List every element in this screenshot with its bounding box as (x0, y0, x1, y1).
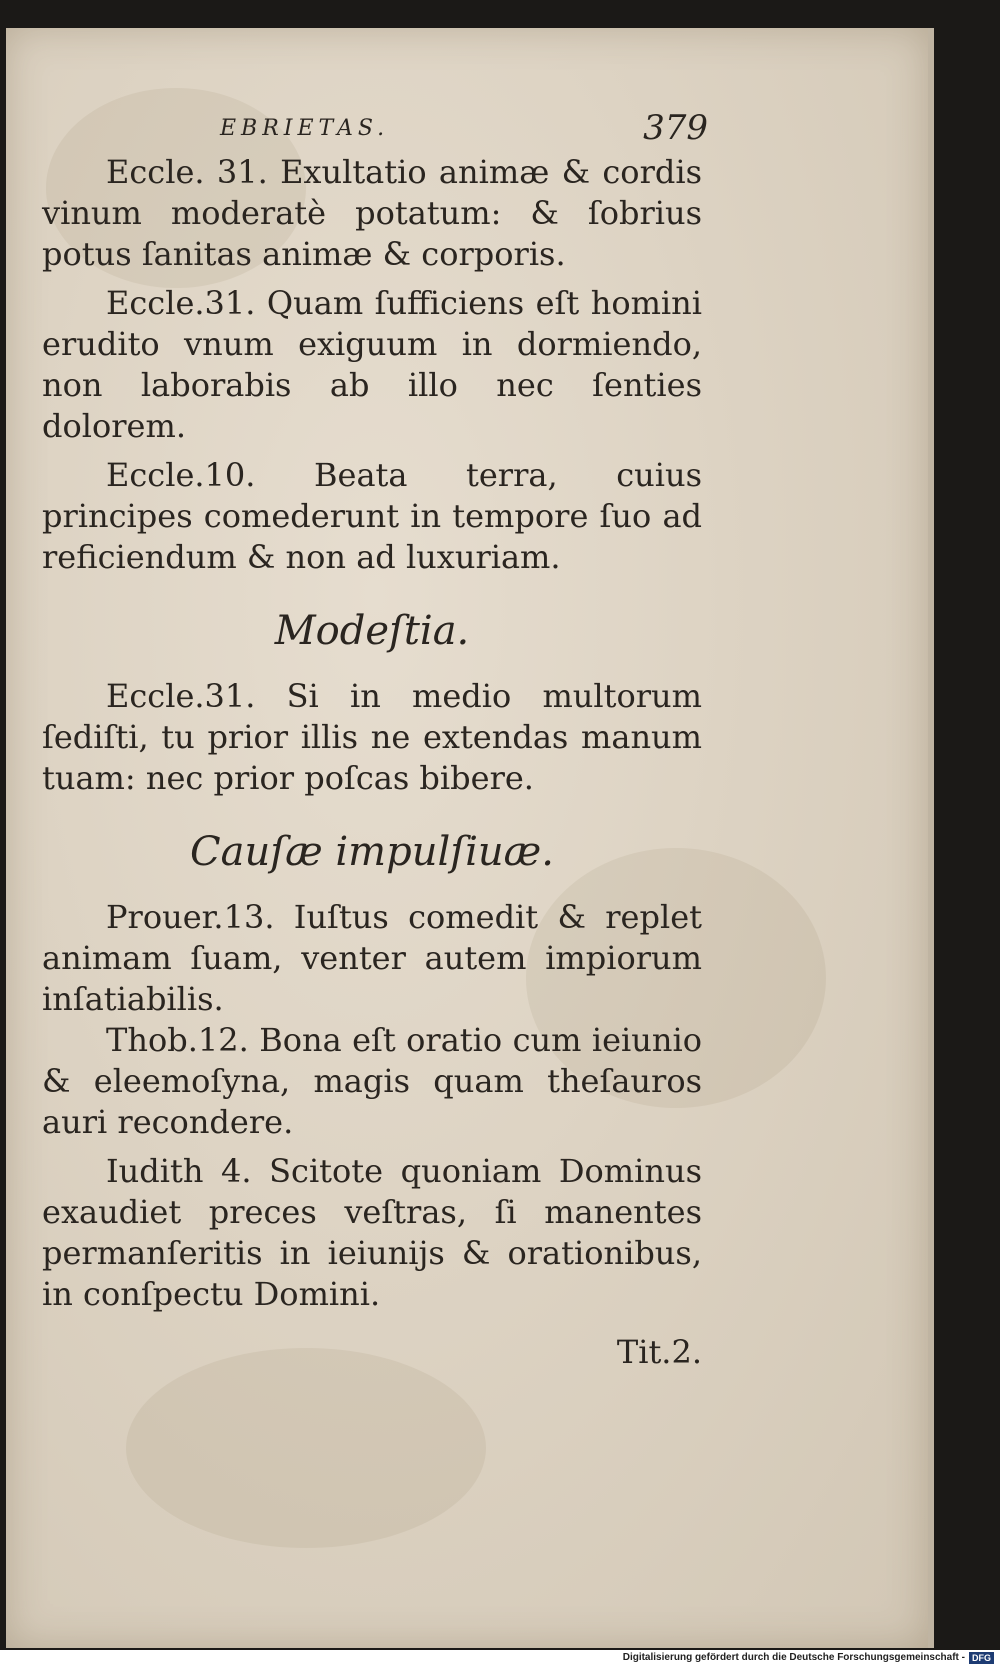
entry-paragraph: Eccle.10. Beata terra, cuius principes comederunt in tempore ſuo ad reficiendum & non ad luxuriam. (42, 456, 702, 576)
entry-paragraph: Eccle.31. Quam ſufficiens eſt homini erudito vnum exiguum in dormiendo, non laborabis ab illo nec ſenties dolorem. (42, 284, 702, 445)
page-text (42, 108, 708, 1371)
digitization-credit (623, 1650, 994, 1665)
running-title: EBRIETAS. (220, 116, 390, 141)
running-header (42, 108, 708, 152)
entry-paragraph: Thob.12. Bona eſt oratio cum ieiunio & eleemoſyna, magis quam theſauros auri recondere. (42, 1021, 702, 1141)
paper-stain (126, 1348, 486, 1548)
credit-text: Digitalisierung gefördert durch die Deutsche Forschungsgemeinschaft - (622, 1652, 965, 1663)
entry-paragraph: Prouer.13. Iuſtus comedit & replet animam ſuam, venter autem impiorum inſatiabilis. (42, 898, 702, 1018)
entry-paragraph: Iudith 4. Scitote quoniam Dominus exaudiet preces veſtras, ſi manentes permanſeritis in ieiunijs & orationibus, in conſpectu Domini. (42, 1152, 702, 1313)
dfg-logo: DFG (969, 1652, 994, 1664)
entry-paragraph: Eccle.31. Si in medio multorum ſediſti, tu prior illis ne extendas manum tuam: nec prior poſcas bibere. (42, 677, 702, 797)
section-heading: Cauſæ impulſiuæ. (190, 829, 554, 875)
page-number: 379 (643, 108, 708, 148)
entry-paragraph: Eccle. 31. Exultatio animæ & cordis vinum moderatè potatum: & ſobrius potus ſanitas animæ & corporis. (42, 153, 702, 273)
catchword: Tit.2. (616, 1333, 702, 1371)
section-heading: Modeſtia. (274, 608, 470, 654)
book-page (6, 28, 934, 1648)
